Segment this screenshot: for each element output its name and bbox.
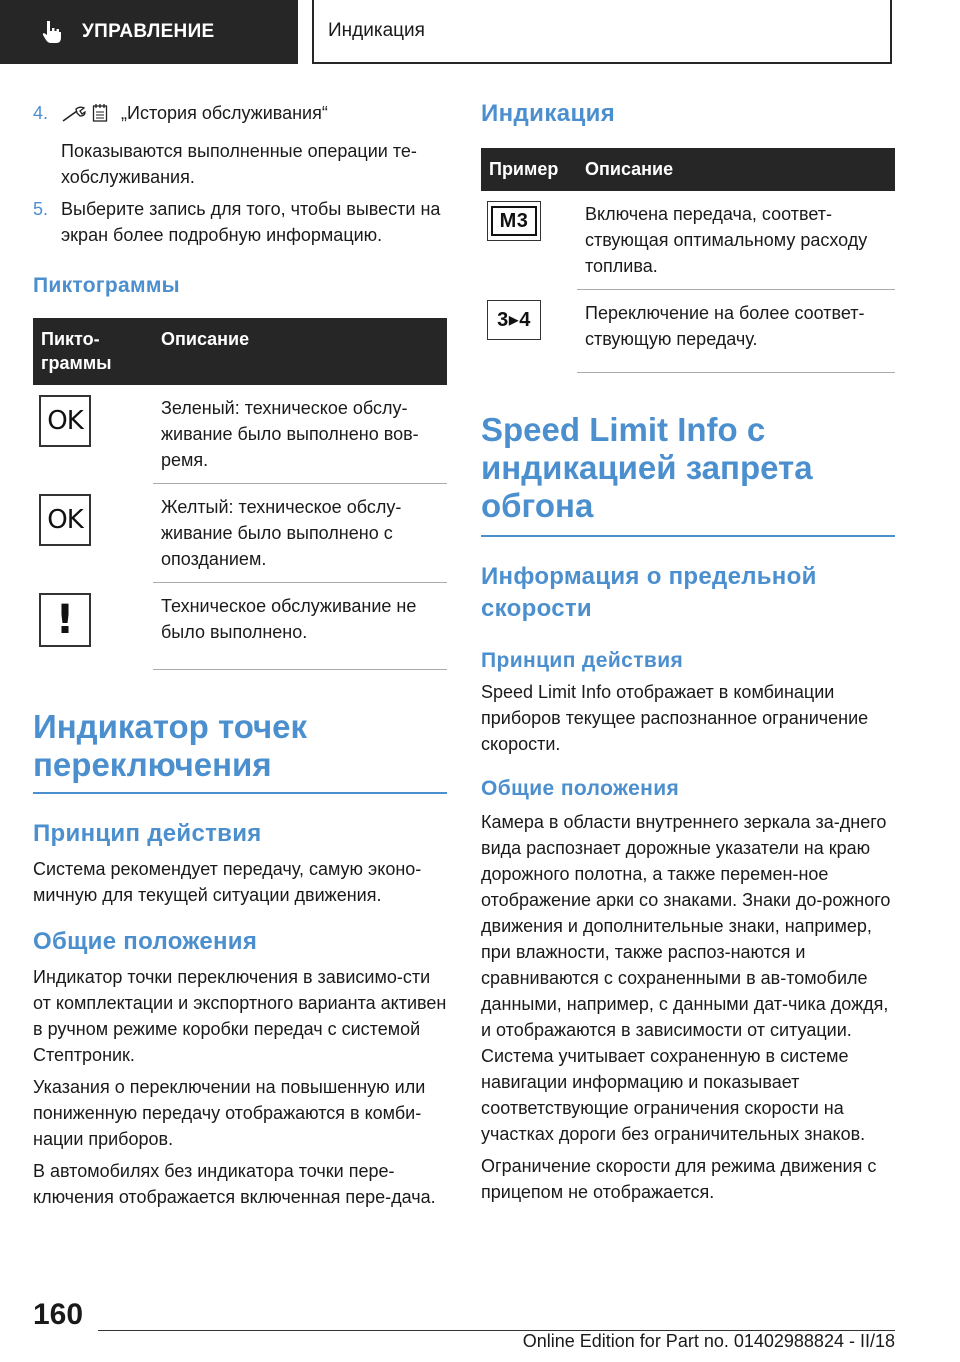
- general-paragraph: Ограничение скорости для режима движения с прицепом не отображается.: [481, 1156, 877, 1202]
- table-row: [481, 290, 895, 373]
- table-row: [33, 385, 447, 484]
- header-section-label: УПРАВЛЕНИЕ: [82, 21, 215, 42]
- table-cell-description: Желтый: техническое обслу-живание было выполнено с опозданием.: [153, 484, 447, 583]
- pictograms-heading: Пиктограммы: [33, 274, 180, 297]
- list-number: 5.: [33, 199, 49, 219]
- wrench-icon: [61, 105, 87, 123]
- general-heading: Общие положения: [33, 928, 258, 955]
- info-heading: Информация о предельной скорости: [481, 563, 817, 622]
- ok-yellow-icon: OK: [39, 494, 91, 546]
- table-header-description: Описание: [153, 318, 447, 385]
- principle-text: Speed Limit Info отображает в комбинации приборов текущее распознанное ограничение скорости.: [481, 682, 869, 754]
- service-history-icons: [61, 103, 108, 130]
- exclamation-icon: !: [39, 593, 91, 647]
- general-paragraph: В автомобилях без индикатора точки пере-ключения отображается включенная пере-дача.: [33, 1161, 436, 1207]
- list-title: „История обслуживания“: [121, 103, 328, 123]
- hand-pointer-icon: [40, 19, 64, 45]
- service-book-icon: [92, 103, 108, 123]
- general-paragraph: Индикатор точки переключения в зависимо-сти от комплектации и экспортного варианта активен в ручном режиме коробки передач с системой Стептроник.: [33, 967, 447, 1065]
- header-chapter-label: Индикация: [328, 20, 425, 41]
- pictograms-table: [33, 318, 447, 670]
- ok-green-icon: OK: [39, 395, 91, 447]
- general-heading: Общие положения: [481, 777, 680, 800]
- header-chapter-tab: [312, 0, 892, 64]
- table-header-description: Описание: [577, 148, 895, 191]
- table-cell-description: Зеленый: техническое обслу-живание было выполнено вов-ремя.: [153, 385, 447, 484]
- right-column: [481, 100, 895, 1205]
- display-heading: Индикация: [481, 100, 616, 127]
- table-row: [33, 583, 447, 670]
- principle-heading: Принцип действия: [33, 820, 262, 847]
- table-cell-description: Переключение на более соответ-ствующую передачу.: [577, 290, 895, 373]
- display-table: [481, 148, 895, 373]
- table-header-pictograms: Пикто-граммы: [33, 318, 153, 385]
- heading-rule: [481, 535, 895, 537]
- header-section-tab: [0, 0, 298, 64]
- left-column: [33, 100, 447, 1210]
- table-header-example: Пример: [481, 148, 577, 191]
- table-row: [33, 484, 447, 583]
- list-item: [33, 100, 447, 190]
- heading-rule: [33, 792, 447, 794]
- list-text: Показываются выполненные операции те-хобслуживания.: [61, 141, 417, 187]
- table-row: [481, 191, 895, 290]
- general-paragraph: Указания о переключении на повышенную или пониженную передачу отображаются в комби-нации приборов.: [33, 1077, 426, 1149]
- table-cell-description: Включена передача, соответ-ствующая оптимальному расходу топлива.: [577, 191, 895, 290]
- gear-shift-up-icon: 3▸4: [487, 300, 541, 340]
- speed-limit-heading: Speed Limit Info с индикацией запрета обгона: [481, 411, 813, 524]
- list-item: [33, 196, 447, 248]
- general-paragraph: Камера в области внутреннего зеркала за-днего вида распознает дорожные указатели на краю дорожного полотна, а также перемен-ное отображение арки со знаками. Знаки до-рожного движения и дополнительные знаки, например, при влажности, также распоз-наются и сравниваются с сохраненными в ав-томобиле данными, например, с данными дат-чика дождя, и отображаются в зависимости от ситуации. Система учитывает сохраненную в системе навигации информацию и показывает соответствующие ограничения скорости на участках дороги без ограничительных знаков.: [481, 812, 891, 1144]
- table-cell-description: Техническое обслуживание не было выполнено.: [153, 583, 447, 670]
- shift-indicator-heading: Индикатор точек переключения: [33, 708, 308, 783]
- page-number: 160: [33, 1298, 84, 1331]
- list-text: Выберите запись для того, чтобы вывести на экран более подробную информацию.: [61, 199, 441, 245]
- footer-edition: Online Edition for Part no. 01402988824 - II/18: [522, 1331, 895, 1351]
- list-number: 4.: [33, 103, 49, 123]
- principle-text: Система рекомендует передачу, самую эконо-мичную для текущей ситуации движения.: [33, 859, 422, 905]
- principle-heading: Принцип действия: [481, 649, 684, 672]
- gear-m3-icon: M3: [487, 201, 541, 241]
